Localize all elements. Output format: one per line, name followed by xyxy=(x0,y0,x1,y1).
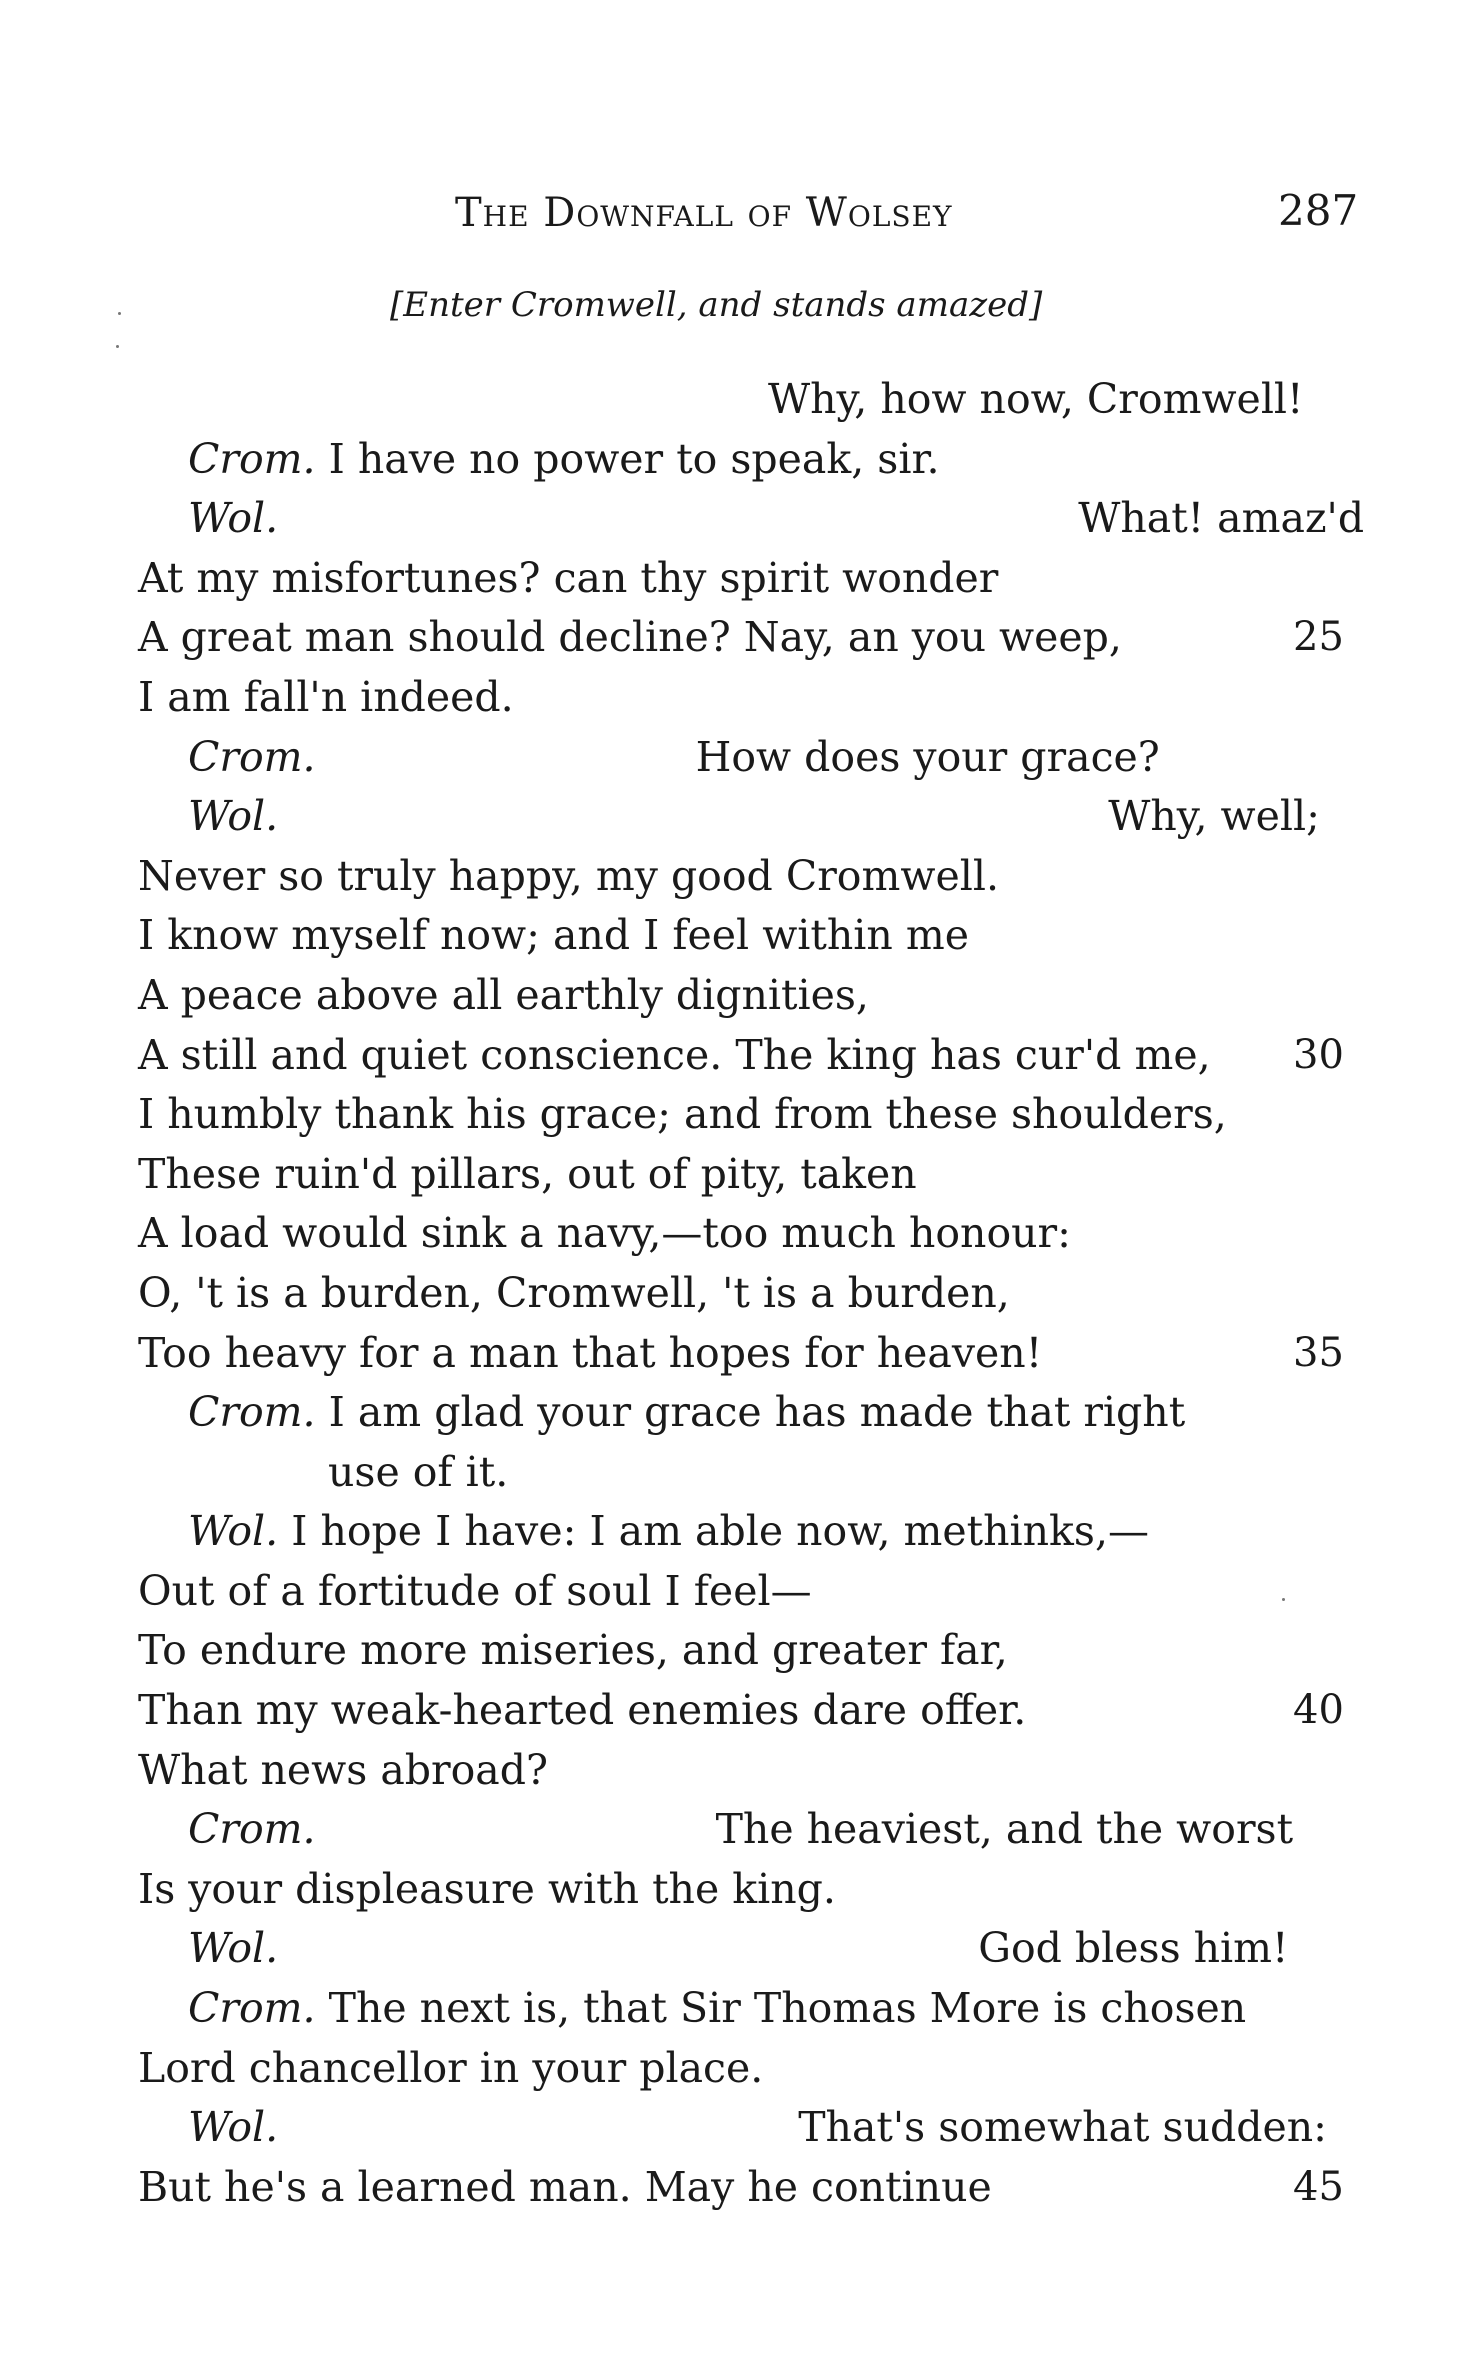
line-text: Lord chancellor in your place. xyxy=(138,2043,764,2092)
line-text: Is your displeasure with the king. xyxy=(138,1864,836,1913)
speaker-name: Wol. xyxy=(188,792,279,841)
line-text: Too heavy for a man that hopes for heaven! xyxy=(138,1328,1043,1377)
verse-line xyxy=(138,1026,1358,1086)
speaker-name: Crom. xyxy=(188,1388,316,1437)
line-text: A load would sink a navy,—too much honour: xyxy=(138,1209,1071,1258)
line-text: But he's a learned man. May he continue xyxy=(138,2162,992,2211)
line-text: These ruin'd pillars, out of pity, taken xyxy=(138,1149,917,1198)
line-text: Than my weak-hearted enemies dare offer. xyxy=(138,1686,1027,1735)
line-text: The next is, that Sir Thomas More is chosen xyxy=(315,1984,1247,2033)
line-text: Out of a fortitude of soul I feel— xyxy=(138,1566,812,1615)
line-text: I know myself now; and I feel within me xyxy=(138,911,969,960)
line-text: Why, well; xyxy=(1108,792,1320,841)
line-text: O, 't is a burden, Cromwell, 't is a burden, xyxy=(138,1268,1010,1317)
line-text: I have no power to speak, sir. xyxy=(315,434,940,483)
line-number: 25 xyxy=(1293,614,1344,661)
verse-line xyxy=(138,906,1358,966)
verse-text xyxy=(138,370,1365,2217)
running-title: The Downfall of Wolsey xyxy=(455,190,953,236)
verse-line xyxy=(138,1979,1358,2039)
verse-line xyxy=(138,1681,1358,1741)
line-text: To endure more miseries, and greater far, xyxy=(138,1626,1008,1675)
verse-line xyxy=(138,2158,1358,2218)
line-text: A still and quiet conscience. The king has cur'd me, xyxy=(138,1030,1211,1079)
line-text: That's somewhat sudden: xyxy=(798,2103,1327,2152)
verse-line xyxy=(138,1085,1358,1145)
verse-line xyxy=(138,1145,1358,1205)
verse-line xyxy=(138,966,1358,1026)
verse-line xyxy=(138,2039,1358,2099)
verse-line xyxy=(138,2098,1358,2158)
verse-line xyxy=(138,1919,1358,1979)
line-number: 35 xyxy=(1293,1329,1344,1376)
verse-line xyxy=(138,1502,1358,1562)
print-speck xyxy=(118,312,121,315)
line-number: 40 xyxy=(1293,1687,1344,1734)
verse-line xyxy=(138,1562,1358,1622)
verse-line xyxy=(138,1324,1358,1384)
verse-line xyxy=(138,608,1358,668)
verse-line xyxy=(138,1800,1358,1860)
page-number: 287 xyxy=(1278,186,1359,235)
stage-direction: [Enter Cromwell, and stands amazed] xyxy=(390,285,1043,325)
verse-line xyxy=(138,1860,1358,1920)
line-text: I hope I have: I am able now, methinks,— xyxy=(278,1507,1149,1556)
line-text: How does your grace? xyxy=(695,732,1160,781)
verse-line xyxy=(138,430,1358,490)
verse-line xyxy=(138,1443,1358,1503)
verse-line xyxy=(138,1204,1358,1264)
line-text: Never so truly happy, my good Cromwell. xyxy=(138,851,999,900)
line-text: What! amaz'd xyxy=(1078,494,1365,543)
speaker-name: Crom. xyxy=(188,1805,316,1854)
verse-line xyxy=(138,668,1358,728)
speaker-name: Wol. xyxy=(188,1507,279,1556)
running-head xyxy=(0,186,1476,250)
line-text: What news abroad? xyxy=(138,1745,548,1794)
verse-line xyxy=(138,1264,1358,1324)
line-text: I am fall'n indeed. xyxy=(138,672,514,721)
verse-line xyxy=(138,489,1365,549)
line-text: At my misfortunes? can thy spirit wonder xyxy=(138,553,999,602)
verse-line xyxy=(138,1383,1358,1443)
speaker-name: Crom. xyxy=(188,1984,316,2033)
verse-line xyxy=(138,1741,1358,1801)
verse-line xyxy=(138,847,1358,907)
speaker-name: Crom. xyxy=(188,732,316,781)
verse-line xyxy=(138,549,1358,609)
speaker-name: Crom. xyxy=(188,434,316,483)
line-text: The heaviest, and the worst xyxy=(715,1805,1294,1854)
verse-line xyxy=(138,370,1358,430)
verse-line xyxy=(138,728,1358,788)
verse-line xyxy=(138,787,1358,847)
line-text: Why, how now, Cromwell! xyxy=(768,375,1304,423)
line-text: I am glad your grace has made that right xyxy=(315,1388,1186,1437)
speaker-name: Wol. xyxy=(188,494,279,543)
speaker-name: Wol. xyxy=(188,1924,279,1973)
print-speck xyxy=(116,345,119,348)
verse-line xyxy=(138,1621,1358,1681)
speaker-name: Wol. xyxy=(188,2103,279,2152)
line-text: God bless him! xyxy=(978,1924,1289,1973)
line-text: A great man should decline? Nay, an you weep, xyxy=(138,613,1122,662)
line-number: 45 xyxy=(1293,2163,1344,2210)
line-text: A peace above all earthly dignities, xyxy=(138,970,869,1019)
line-text: I humbly thank his grace; and from these shoulders, xyxy=(138,1090,1227,1139)
line-number: 30 xyxy=(1293,1031,1344,1078)
line-text: use of it. xyxy=(328,1447,509,1496)
